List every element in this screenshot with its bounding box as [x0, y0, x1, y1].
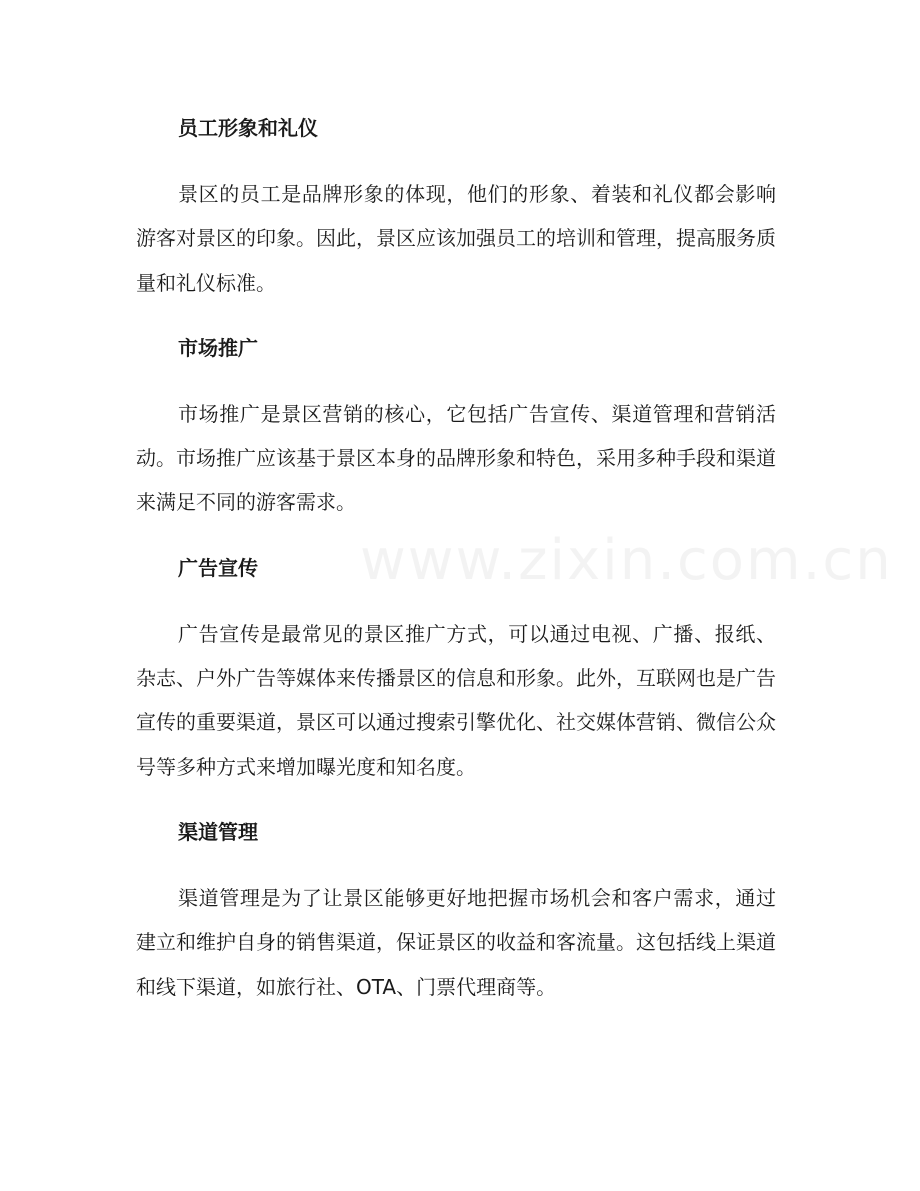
document-content [136, 108, 776, 1032]
section-body-marketing: 市场推广是景区营销的核心，它包括广告宣传、渠道管理和营销活动。市场推广应该基于景区本身的品牌形象和特色，采用多种手段和渠道来满足不同的游客需求。 [136, 401, 776, 515]
section-body-advertising: 广告宣传是最常见的景区推广方式，可以通过电视、广播、报纸、杂志、户外广告等媒体来传播景区的信息和形象。此外，互联网也是广告宣传的重要渠道，景区可以通过搜索引擎优化、社交媒体营销、微信公众号等多种方式来增加曝光度和知名度。 [136, 621, 776, 779]
watermark: www.zixin.com.cn [360, 528, 893, 593]
section-heading-advertising: 广告宣传 [178, 555, 258, 580]
section-body-staff-image: 景区的员工是品牌形象的体现，他们的形象、着装和礼仪都会影响游客对景区的印象。因此，景区应该加强员工的培训和管理，提高服务质量和礼仪标准。 [136, 182, 776, 295]
section-body-channel-management: 渠道管理是为了让景区能够更好地把握市场机会和客户需求，通过建立和维护自身的销售渠道，保证景区的收益和客流量。这包括线上渠道和线下渠道，如旅行社、OTA、门票代理商等。 [136, 885, 776, 999]
section-heading-marketing: 市场推广 [178, 335, 258, 360]
section-heading-channel-management: 渠道管理 [178, 819, 258, 844]
section-heading-staff-image: 员工形象和礼仪 [178, 116, 318, 140]
